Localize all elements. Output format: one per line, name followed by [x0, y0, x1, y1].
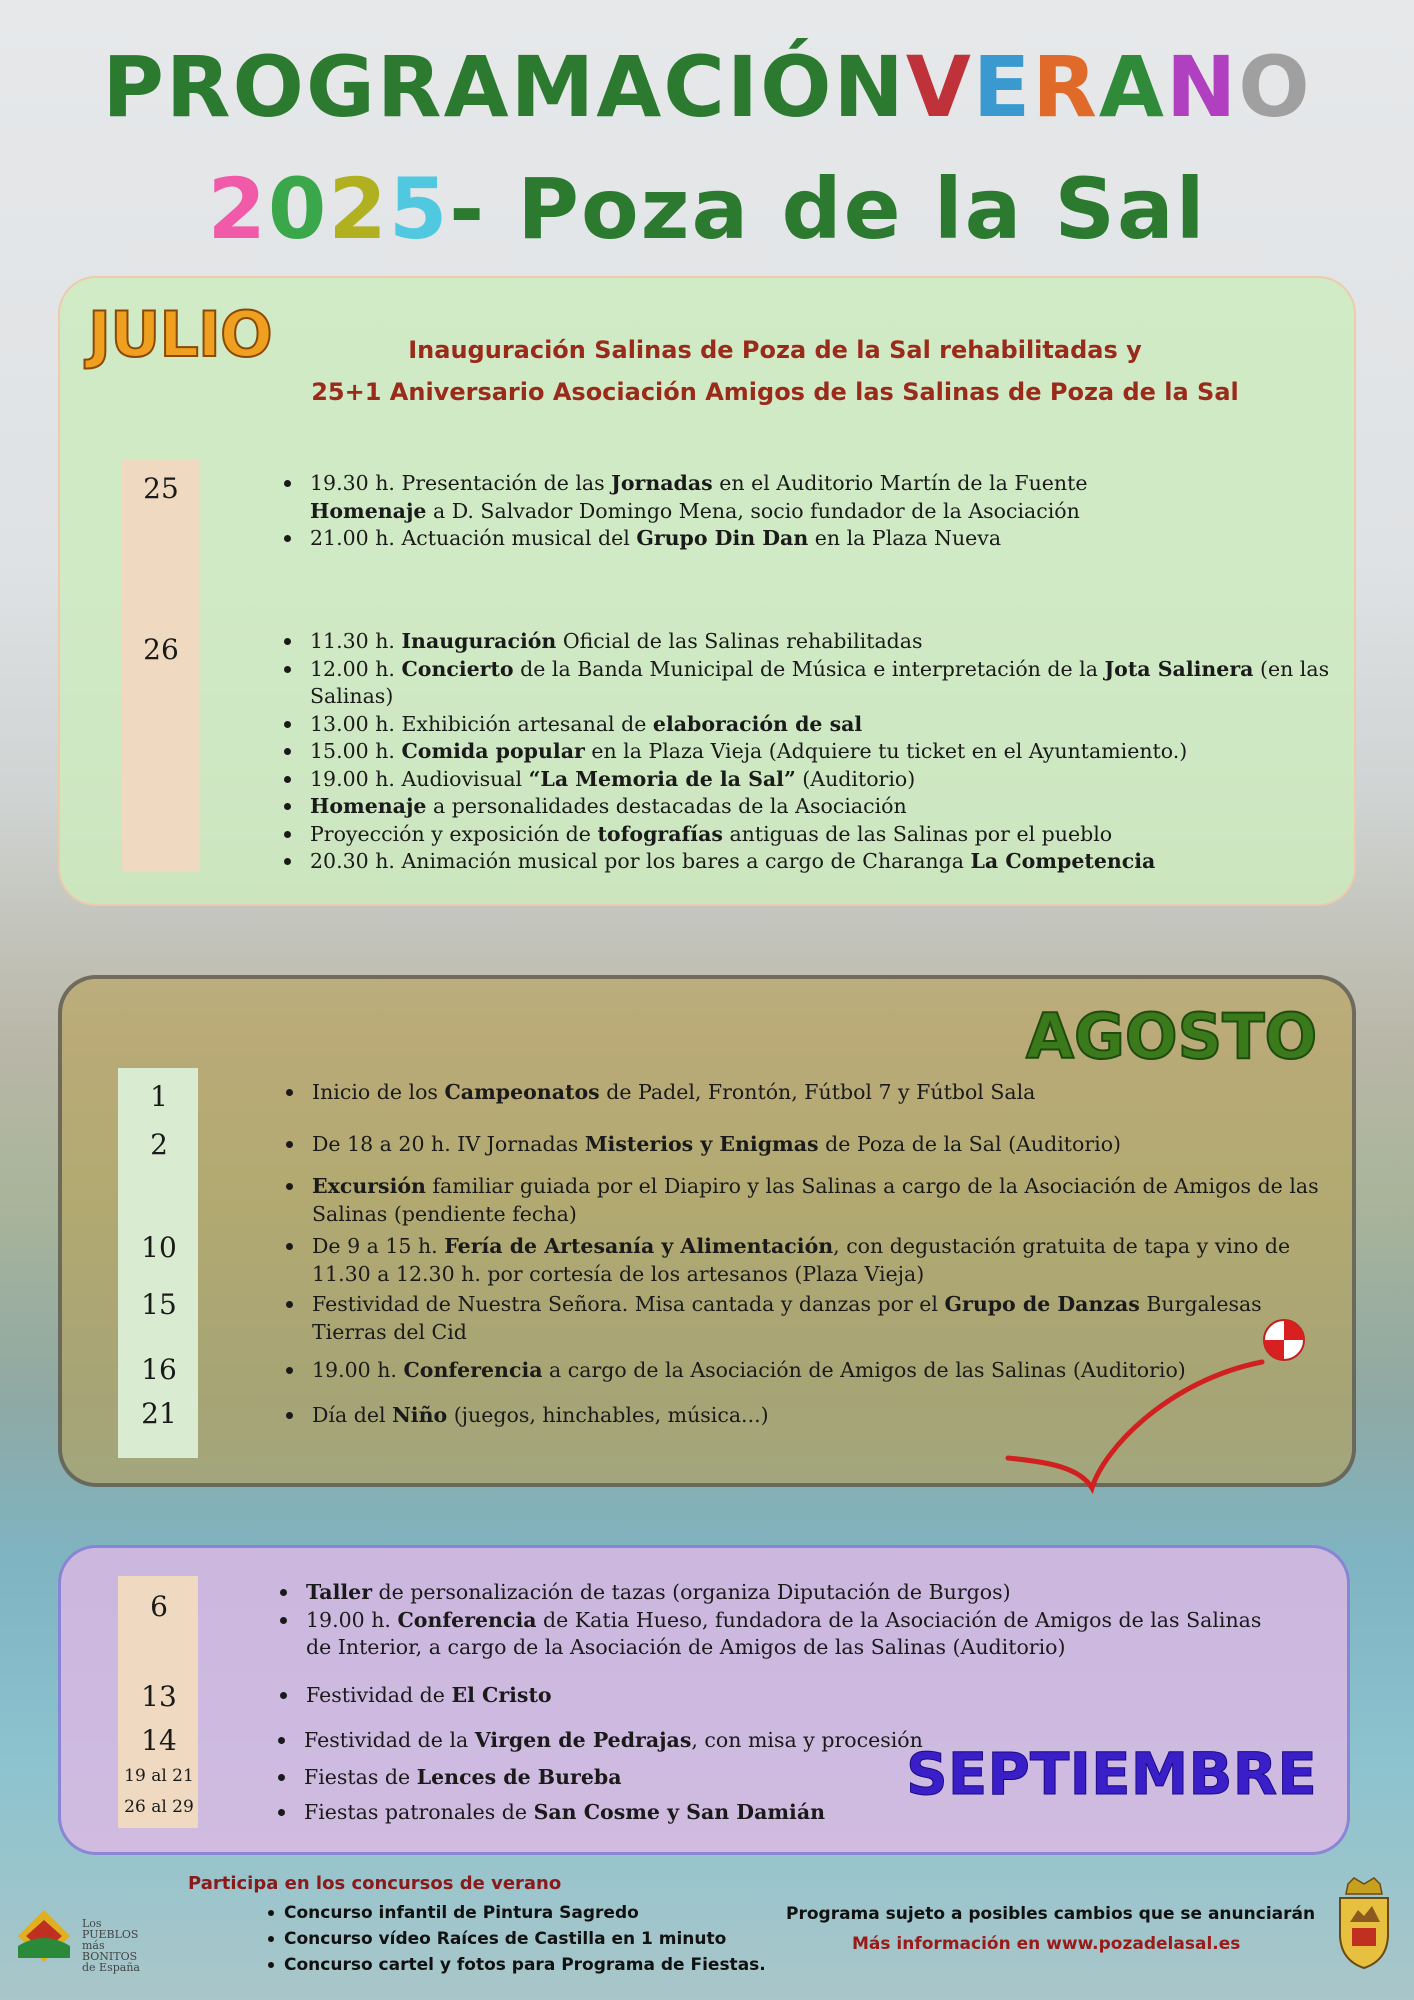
contest-item: Concurso cartel y fotos para Programa de Fiestas.	[284, 1952, 766, 1978]
date-label: 16	[141, 1353, 177, 1386]
item-text: Festividad de	[306, 1683, 452, 1707]
item-text: a cargo de la Asociación de Amigos de las Salinas (Auditorio)	[542, 1358, 1186, 1382]
item-highlight: Taller	[306, 1580, 372, 1604]
logo-text-line: más BONITOS	[82, 1939, 138, 1963]
agosto-list	[286, 1233, 1342, 1288]
item-highlight: elaboración de sal	[652, 711, 863, 736]
item-text: antiguas de las Salinas por el pueblo	[722, 821, 1113, 846]
title-programacion: PROGRAMACIÓN	[102, 38, 906, 136]
title-line-1	[0, 38, 1414, 136]
pueblos-logo-icon	[12, 1906, 76, 1964]
schedule-item	[304, 1727, 1204, 1755]
contest-item: Concurso infantil de Pintura Sagredo	[284, 1900, 766, 1926]
julio-day-25-list	[284, 470, 1330, 553]
julio-day-26-list	[284, 628, 1330, 876]
item-text: 21.00 h. Actuación musical del	[310, 526, 637, 550]
item-text: Día del	[312, 1403, 393, 1427]
schedule-item	[310, 821, 1330, 849]
item-text: 19.30 h. Presentación de las	[310, 471, 612, 495]
item-text: 13.00 h. Exhibición artesanal de	[310, 711, 653, 736]
year-digit: 2	[328, 160, 389, 258]
item-text: 11.30 h.	[310, 629, 402, 653]
item-highlight: Conferencia	[403, 1358, 543, 1382]
item-text: a personalidades destacadas de la Asociación	[426, 794, 907, 818]
item-highlight: Inauguración	[401, 629, 557, 653]
logo-text-line: de España	[82, 1961, 140, 1974]
schedule-item	[306, 1607, 1286, 1662]
title-town: - Poza de la Sal	[449, 160, 1207, 258]
item-text: 15.00 h.	[310, 739, 402, 763]
item-text: (juegos, hinchables, música...)	[447, 1403, 769, 1427]
schedule-item	[304, 1764, 1204, 1792]
julio-date-column	[122, 460, 200, 872]
item-text: de la Banda Municipal de Música e interpretación de la	[513, 656, 1105, 681]
item-text: 20.30 h. Animación musical por los bares a cargo de Charanga	[310, 849, 971, 873]
item-text: Fiestas de	[304, 1765, 417, 1789]
schedule-item	[312, 1291, 1342, 1346]
year-digit: 2	[207, 160, 268, 258]
logo-text-line: Los PUEBLOS	[82, 1917, 139, 1941]
date-label: 14	[141, 1724, 177, 1757]
item-text: en la Plaza Nueva	[808, 526, 1002, 550]
item-text: Proyección y exposición de	[310, 821, 598, 846]
schedule-item	[310, 628, 1330, 656]
title-verano	[906, 38, 1312, 136]
item-text: 12.00 h.	[310, 656, 402, 681]
date-label: 15	[141, 1288, 177, 1321]
item-text: de Padel, Frontón, Fútbol 7 y Fútbol Sala	[599, 1080, 1036, 1104]
item-highlight: Virgen de Pedrajas	[474, 1728, 692, 1752]
item-text: en el Auditorio Martín de la Fuente	[712, 471, 1088, 495]
date-label: 6	[150, 1590, 168, 1623]
date-label: 25	[143, 472, 179, 505]
changes-note: Programa sujeto a posibles cambios que se anunciarán	[786, 1904, 1316, 1924]
item-text: Festividad de la	[304, 1728, 475, 1752]
schedule-item	[310, 793, 1330, 821]
contests-title: Participa en los concursos de verano	[188, 1873, 562, 1894]
schedule-item	[310, 525, 1330, 553]
item-text: , con misa y procesión	[691, 1728, 923, 1752]
item-highlight: Lences de Bureba	[416, 1765, 622, 1789]
title-letter: A	[1098, 38, 1166, 136]
item-highlight: Grupo Din Dan	[636, 526, 809, 550]
schedule-item	[310, 711, 1330, 739]
more-info-link[interactable]: Más información en www.pozadelasal.es	[852, 1934, 1241, 1954]
date-label: 26	[143, 633, 179, 666]
item-text: Festividad de Nuestra Señora. Misa cantada y danzas por el	[312, 1292, 945, 1316]
schedule-item	[310, 738, 1330, 766]
item-text: familiar guiada por el Diapiro y las Salinas a cargo de la Asociación de Amigos de las Salinas (pendiente fecha)	[312, 1174, 1319, 1226]
schedule-item	[312, 1173, 1342, 1228]
schedule-item	[304, 1799, 1204, 1827]
item-text: Inicio de los	[312, 1080, 445, 1104]
item-highlight: Misterios y Enigmas	[584, 1132, 819, 1156]
item-text: 19.00 h. Audiovisual	[310, 766, 529, 791]
item-highlight: Excursión	[312, 1174, 426, 1198]
contests-list	[284, 1900, 766, 1978]
item-text: de Katia Hueso, fundadora de la Asociación de Amigos de las Salinas de Interior, a cargo de la Asociación de Amigos de las Salinas (Auditorio)	[306, 1607, 1262, 1659]
title-line-2	[0, 160, 1414, 258]
item-highlight: Homenaje	[310, 794, 427, 818]
item-highlight: Niño	[392, 1403, 448, 1427]
schedule-item	[312, 1131, 1342, 1159]
schedule-item	[310, 498, 1330, 526]
item-text: , con degustación gratuita de tapa y vino de 11.30 a 12.30 h. por cortesía de los artesanos (Plaza Vieja)	[312, 1234, 1291, 1286]
item-text: Oficial de las Salinas rehabilitadas	[556, 629, 923, 653]
schedule-item	[306, 1579, 1286, 1607]
item-text: De 9 a 15 h.	[312, 1234, 445, 1258]
schedule-item	[306, 1682, 1206, 1710]
item-highlight: La Competencia	[970, 849, 1156, 873]
item-text: De 18 a 20 h. IV Jornadas	[312, 1132, 585, 1156]
item-highlight: Campeonatos	[444, 1080, 600, 1104]
item-highlight: Grupo de Danzas	[944, 1292, 1140, 1316]
julio-subtitle-line-1: Inauguración Salinas de Poza de la Sal rehabilitadas y	[408, 336, 1142, 364]
item-highlight: Fería de Artesanía y Alimentación	[444, 1234, 834, 1258]
schedule-item	[312, 1233, 1342, 1288]
date-label: 13	[141, 1680, 177, 1713]
item-text: Fiestas patronales de	[304, 1800, 534, 1824]
item-highlight: Conferencia	[397, 1607, 537, 1632]
year-digit: 5	[388, 160, 450, 258]
year-digit: 0	[267, 160, 329, 258]
item-text: de personalización de tazas (organiza Diputación de Burgos)	[372, 1580, 1011, 1604]
title-letter: V	[905, 38, 973, 136]
agosto-list	[286, 1131, 1342, 1159]
agosto-list	[286, 1291, 1342, 1346]
item-highlight: Comida popular	[401, 739, 585, 763]
agosto-list	[286, 1173, 1342, 1228]
schedule-item	[310, 656, 1330, 711]
septiembre-list	[278, 1799, 1204, 1827]
item-text: 19.00 h.	[306, 1607, 398, 1632]
item-highlight: El Cristo	[451, 1683, 552, 1707]
month-agosto: AGOSTO	[1026, 1000, 1318, 1073]
item-highlight: Jornadas	[611, 471, 713, 495]
agosto-list	[286, 1079, 1342, 1107]
septiembre-list	[280, 1682, 1206, 1710]
septiembre-list	[278, 1764, 1204, 1792]
title-letter: O	[1238, 38, 1312, 136]
month-julio: JULIO	[88, 298, 272, 371]
schedule-item	[310, 848, 1330, 876]
item-highlight: Concierto	[401, 656, 514, 681]
coat-of-arms-icon	[1332, 1876, 1396, 1970]
item-text: Burgalesas Tierras del Cid	[312, 1292, 1262, 1344]
title-letter: N	[1165, 38, 1239, 136]
schedule-item	[310, 766, 1330, 794]
date-label: 10	[141, 1231, 177, 1264]
septiembre-list	[278, 1727, 1204, 1755]
date-label: 2	[150, 1128, 168, 1161]
title-letter: E	[972, 38, 1033, 136]
date-label: 19 al 21	[124, 1766, 194, 1786]
item-highlight: Homenaje	[310, 498, 427, 523]
item-highlight: Jota Salinera	[1104, 656, 1254, 681]
date-label: 1	[150, 1080, 168, 1113]
pueblos-bonitos-logo	[12, 1906, 150, 1974]
title-letter: R	[1032, 38, 1099, 136]
item-text: (en las Salinas)	[310, 656, 1330, 708]
schedule-item	[312, 1079, 1342, 1107]
item-highlight: San Cosme y San Damián	[533, 1800, 826, 1824]
title-year	[207, 160, 449, 258]
month-septiembre: SEPTIEMBRE	[906, 1740, 1317, 1808]
date-label: 26 al 29	[124, 1797, 194, 1817]
item-text: (Auditorio)	[795, 766, 916, 791]
item-highlight: “La Memoria de la Sal”	[528, 766, 796, 791]
schedule-item	[310, 470, 1330, 498]
date-label: 21	[141, 1397, 177, 1430]
julio-subtitle-line-2: 25+1 Aniversario Asociación Amigos de las Salinas de Poza de la Sal	[311, 378, 1239, 406]
checkmark-swoosh-icon	[1000, 1340, 1280, 1510]
item-text: en la Plaza Vieja (Adquiere tu ticket en el Ayuntamiento.)	[584, 739, 1188, 763]
item-text: a D. Salvador Domingo Mena, socio fundador de la Asociación	[426, 498, 1080, 523]
item-text: de Poza de la Sal (Auditorio)	[818, 1132, 1122, 1156]
contest-item: Concurso vídeo Raíces de Castilla en 1 minuto	[284, 1926, 766, 1952]
pueblos-logo-text	[82, 1918, 150, 1973]
item-highlight: tofografías	[597, 821, 723, 846]
item-text: 19.00 h.	[312, 1358, 404, 1382]
septiembre-list	[280, 1579, 1286, 1662]
